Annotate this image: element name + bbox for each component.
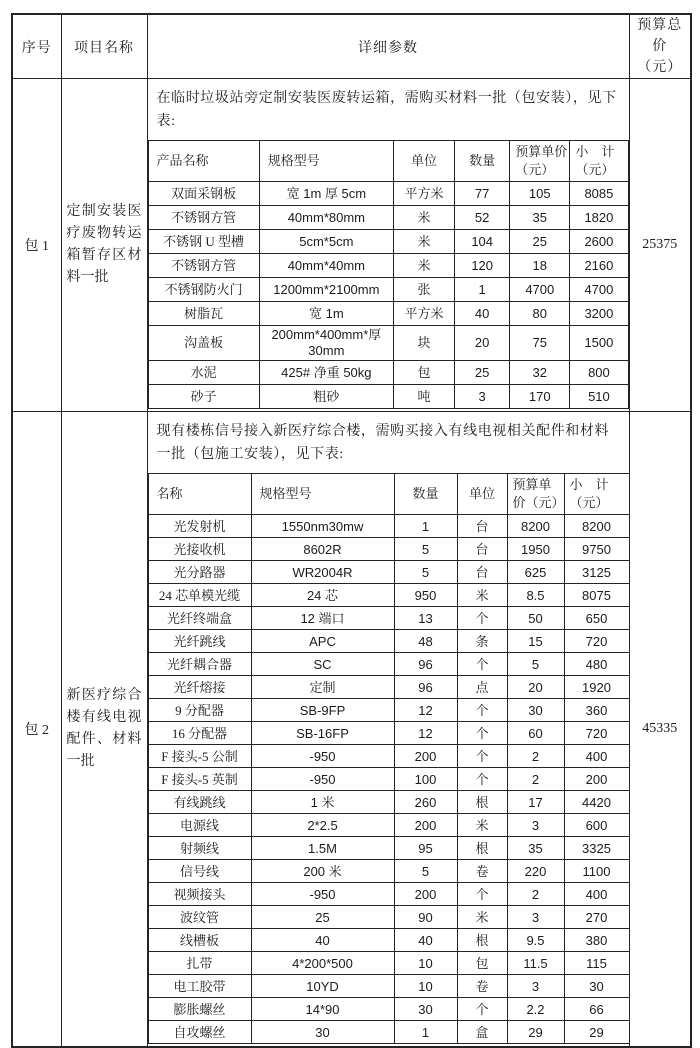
materials-cell: 定制 [251,676,394,699]
materials-cell: 光纤终端盒 [148,607,251,630]
materials-cell: 25 [510,230,570,254]
package-2-total: 45335 [629,412,691,1048]
materials-cell: 卷 [457,975,507,998]
materials-cell: 宽 1m [259,302,393,326]
materials-cell: 1 米 [251,791,394,814]
materials-row [148,230,628,254]
materials-cell: 米 [393,254,454,278]
materials-cell: 95 [394,837,457,860]
materials-cell: 20 [507,676,564,699]
materials-cell: 米 [393,206,454,230]
materials-cell: 2.2 [507,998,564,1021]
package-row-1 [12,79,691,412]
materials-cell: 点 [457,676,507,699]
materials-cell: 11.5 [507,952,564,975]
materials-cell: 根 [457,837,507,860]
materials-cell: 17 [507,791,564,814]
header-project-name: 项目名称 [61,14,147,79]
materials-cell: 200 [564,768,629,791]
materials-cell: 米 [393,230,454,254]
materials-cell: 200 [394,745,457,768]
materials-row [148,860,629,883]
materials-column-header: 数量 [455,141,510,182]
materials-row [148,676,629,699]
materials-cell: 射频线 [148,837,251,860]
materials-cell: 台 [457,538,507,561]
materials-cell: 5 [394,538,457,561]
materials-cell: 波纹管 [148,906,251,929]
materials-cell: 50 [507,607,564,630]
materials-cell: 96 [394,653,457,676]
materials-cell: 8.5 [507,584,564,607]
package-row-2 [12,412,691,1048]
materials-cell: 1200mm*2100mm [259,278,393,302]
materials-row [148,254,628,278]
materials-cell: 电源线 [148,814,251,837]
materials-cell: 1920 [564,676,629,699]
materials-cell: 100 [394,768,457,791]
materials-cell: 1100 [564,860,629,883]
materials-cell: 水泥 [148,361,259,385]
materials-cell: 14*90 [251,998,394,1021]
materials-cell: 根 [457,791,507,814]
materials-column-header: 规格型号 [251,474,394,515]
materials-cell: 4420 [564,791,629,814]
materials-cell: 光纤跳线 [148,630,251,653]
materials-cell: 650 [564,607,629,630]
materials-row [148,745,629,768]
materials-cell: -950 [251,883,394,906]
materials-cell: 12 [394,699,457,722]
materials-cell: 3 [507,814,564,837]
materials-cell: 光纤耦合器 [148,653,251,676]
materials-cell: 720 [564,630,629,653]
materials-cell: 30 [564,975,629,998]
materials-cell: 电工胶带 [148,975,251,998]
materials-cell: 29 [564,1021,629,1044]
materials-cell: 米 [457,814,507,837]
materials-cell: 115 [564,952,629,975]
materials-cell: 1 [455,278,510,302]
materials-cell: 104 [455,230,510,254]
materials-cell: 380 [564,929,629,952]
materials-column-header: 单位 [457,474,507,515]
materials-cell: 米 [457,906,507,929]
materials-cell: 12 端口 [251,607,394,630]
materials-cell: 8200 [507,515,564,538]
materials-cell: 425# 净重 50kg [259,361,393,385]
materials-cell: 4700 [570,278,628,302]
package-2-detail-cell [147,412,629,1048]
materials-cell: 个 [457,768,507,791]
materials-cell: 双面采钢板 [148,182,259,206]
materials-cell: 视频接头 [148,883,251,906]
materials-column-header: 小 计（元） [570,141,628,182]
materials-cell: 1820 [570,206,628,230]
table-header-row [12,14,691,79]
materials-cell: 1.5M [251,837,394,860]
package-2-materials-table [148,473,630,1044]
materials-cell: 个 [457,998,507,1021]
materials-cell: 宽 1m 厚 5cm [259,182,393,206]
materials-cell: 10 [394,952,457,975]
materials-cell: 510 [570,385,628,409]
materials-row [148,278,628,302]
materials-cell: 1950 [507,538,564,561]
materials-cell: 52 [455,206,510,230]
materials-cell: 77 [455,182,510,206]
materials-cell: 18 [510,254,570,278]
materials-cell: 30 [507,699,564,722]
materials-row [148,998,629,1021]
materials-cell: 80 [510,302,570,326]
materials-cell: 40 [394,929,457,952]
materials-cell: 40 [251,929,394,952]
materials-row [148,768,629,791]
materials-cell: 200mm*400mm*厚 30mm [259,326,393,361]
materials-cell: 块 [393,326,454,361]
materials-cell: 4*200*500 [251,952,394,975]
materials-row [148,929,629,952]
materials-cell: 有线跳线 [148,791,251,814]
materials-cell: 40mm*40mm [259,254,393,278]
package-2-name: 新医疗综合楼有线电视配件、材料一批 [61,412,147,1048]
materials-cell: 96 [394,676,457,699]
materials-cell: 9750 [564,538,629,561]
materials-cell: 30 [394,998,457,1021]
materials-cell: 105 [510,182,570,206]
materials-cell: 10 [394,975,457,998]
materials-row [148,699,629,722]
materials-row [148,630,629,653]
materials-cell: 4700 [510,278,570,302]
materials-row [148,791,629,814]
materials-cell: 260 [394,791,457,814]
materials-row [148,837,629,860]
materials-cell: 3 [507,906,564,929]
materials-cell: 120 [455,254,510,278]
materials-column-header: 小 计（元） [564,474,629,515]
materials-cell: 40mm*80mm [259,206,393,230]
materials-cell: 2160 [570,254,628,278]
materials-cell: 800 [570,361,628,385]
materials-row [148,538,629,561]
materials-cell: 台 [457,515,507,538]
materials-cell: 信号线 [148,860,251,883]
materials-row [148,906,629,929]
materials-cell: 线槽板 [148,929,251,952]
materials-row [148,385,628,409]
materials-cell: 40 [455,302,510,326]
materials-cell: 平方米 [393,182,454,206]
materials-cell: 树脂瓦 [148,302,259,326]
materials-cell: 16 分配器 [148,722,251,745]
materials-cell: 9.5 [507,929,564,952]
materials-cell: 1 [394,515,457,538]
materials-cell: 75 [510,326,570,361]
materials-cell: 48 [394,630,457,653]
materials-cell: 不锈钢方管 [148,206,259,230]
materials-cell: 光纤熔接 [148,676,251,699]
materials-cell: 25 [455,361,510,385]
materials-cell: 3 [455,385,510,409]
materials-cell: 不锈钢防火门 [148,278,259,302]
materials-cell: 个 [457,699,507,722]
materials-cell: 个 [457,607,507,630]
materials-cell: 10YD [251,975,394,998]
materials-column-header: 预算单价（元） [507,474,564,515]
materials-cell: 个 [457,653,507,676]
materials-cell: 1 [394,1021,457,1044]
materials-cell: 8075 [564,584,629,607]
materials-cell: 平方米 [393,302,454,326]
materials-row [148,302,628,326]
materials-cell: 25 [251,906,394,929]
materials-cell: 270 [564,906,629,929]
materials-cell: 个 [457,745,507,768]
materials-cell: 1500 [570,326,628,361]
materials-cell: 20 [455,326,510,361]
materials-cell: 90 [394,906,457,929]
materials-column-header: 数量 [394,474,457,515]
materials-cell: 光分路器 [148,561,251,584]
materials-cell: 220 [507,860,564,883]
materials-cell: 29 [507,1021,564,1044]
materials-cell: 盒 [457,1021,507,1044]
materials-cell: 200 米 [251,860,394,883]
materials-cell: 3 [507,975,564,998]
materials-cell: 480 [564,653,629,676]
materials-cell: 粗砂 [259,385,393,409]
materials-cell: 砂子 [148,385,259,409]
materials-cell: 不锈钢方管 [148,254,259,278]
materials-cell: 400 [564,883,629,906]
materials-cell: 24 芯单模光缆 [148,584,251,607]
materials-row [148,607,629,630]
materials-cell: 5 [507,653,564,676]
materials-row [148,206,628,230]
materials-row [148,326,628,361]
materials-column-header: 预算单价（元） [510,141,570,182]
materials-cell: 3325 [564,837,629,860]
materials-cell: 光发射机 [148,515,251,538]
materials-cell: 膨胀螺丝 [148,998,251,1021]
materials-row [148,361,628,385]
materials-row [148,952,629,975]
materials-row [148,515,629,538]
materials-cell: 24 芯 [251,584,394,607]
materials-column-header: 单位 [393,141,454,182]
materials-cell: 2 [507,883,564,906]
materials-row [148,584,629,607]
materials-cell: 720 [564,722,629,745]
materials-cell: 台 [457,561,507,584]
materials-cell: SB-9FP [251,699,394,722]
procurement-budget-table [11,13,692,1048]
package-1-total: 25375 [629,79,691,412]
materials-cell: 吨 [393,385,454,409]
materials-header-row [148,141,628,182]
materials-cell: 条 [457,630,507,653]
materials-cell: 5 [394,860,457,883]
header-budget-total: 预算总价（元） [629,14,691,79]
materials-cell: 光接收机 [148,538,251,561]
materials-cell: 2 [507,768,564,791]
materials-row [148,814,629,837]
materials-cell: 9 分配器 [148,699,251,722]
package-1-name: 定制安装医疗废物转运箱暂存区材料一批 [61,79,147,412]
materials-cell: SC [251,653,394,676]
materials-cell: 400 [564,745,629,768]
materials-cell: 35 [507,837,564,860]
materials-cell: 12 [394,722,457,745]
package-2-seq: 包 2 [12,412,61,1048]
materials-cell: 自攻螺丝 [148,1021,251,1044]
materials-cell: 个 [457,883,507,906]
materials-cell: 5 [394,561,457,584]
materials-cell: 卷 [457,860,507,883]
package-2-intro: 现有楼栋信号接入新医疗综合楼，需购买接入有线电视相关配件和材料一批（包施工安装），见下表: [156,424,610,462]
materials-cell: 米 [457,584,507,607]
materials-cell: 5cm*5cm [259,230,393,254]
materials-column-header: 名称 [148,474,251,515]
materials-cell: 360 [564,699,629,722]
package-1-seq: 包 1 [12,79,61,412]
materials-cell: SB-16FP [251,722,394,745]
materials-cell: 根 [457,929,507,952]
package-1-detail-cell [147,79,629,412]
materials-row [148,561,629,584]
package-1-materials-table [148,140,629,409]
materials-cell: 2600 [570,230,628,254]
materials-cell: -950 [251,745,394,768]
materials-cell: WR2004R [251,561,394,584]
materials-cell: 625 [507,561,564,584]
materials-cell: APC [251,630,394,653]
header-detail-params: 详细参数 [147,14,629,79]
materials-cell: 3200 [570,302,628,326]
materials-cell: 35 [510,206,570,230]
materials-cell: -950 [251,768,394,791]
materials-cell: F 接头-5 英制 [148,768,251,791]
materials-cell: 200 [394,814,457,837]
materials-column-header: 规格型号 [259,141,393,182]
package-1-intro: 在临时垃圾站旁定制安装医废转运箱，需购买材料一批（包安装），见下表: [156,91,617,129]
materials-cell: 30 [251,1021,394,1044]
materials-cell: 66 [564,998,629,1021]
materials-cell: F 接头-5 公制 [148,745,251,768]
materials-cell: 32 [510,361,570,385]
materials-column-header: 产品名称 [148,141,259,182]
materials-cell: 不锈钢 U 型槽 [148,230,259,254]
materials-cell: 沟盖板 [148,326,259,361]
materials-cell: 170 [510,385,570,409]
materials-cell: 600 [564,814,629,837]
materials-cell: 15 [507,630,564,653]
materials-cell: 张 [393,278,454,302]
materials-cell: 8602R [251,538,394,561]
materials-row [148,653,629,676]
materials-cell: 2*2.5 [251,814,394,837]
materials-row [148,182,628,206]
materials-header-row [148,474,629,515]
materials-cell: 个 [457,722,507,745]
materials-cell: 2 [507,745,564,768]
materials-row [148,722,629,745]
materials-cell: 1550nm30mw [251,515,394,538]
materials-cell: 13 [394,607,457,630]
materials-cell: 包 [393,361,454,385]
materials-cell: 8200 [564,515,629,538]
materials-cell: 200 [394,883,457,906]
materials-cell: 3125 [564,561,629,584]
materials-cell: 60 [507,722,564,745]
materials-cell: 950 [394,584,457,607]
materials-row [148,883,629,906]
materials-row [148,975,629,998]
materials-cell: 8085 [570,182,628,206]
materials-row [148,1021,629,1044]
materials-cell: 包 [457,952,507,975]
materials-cell: 扎带 [148,952,251,975]
header-seq: 序号 [12,14,61,79]
